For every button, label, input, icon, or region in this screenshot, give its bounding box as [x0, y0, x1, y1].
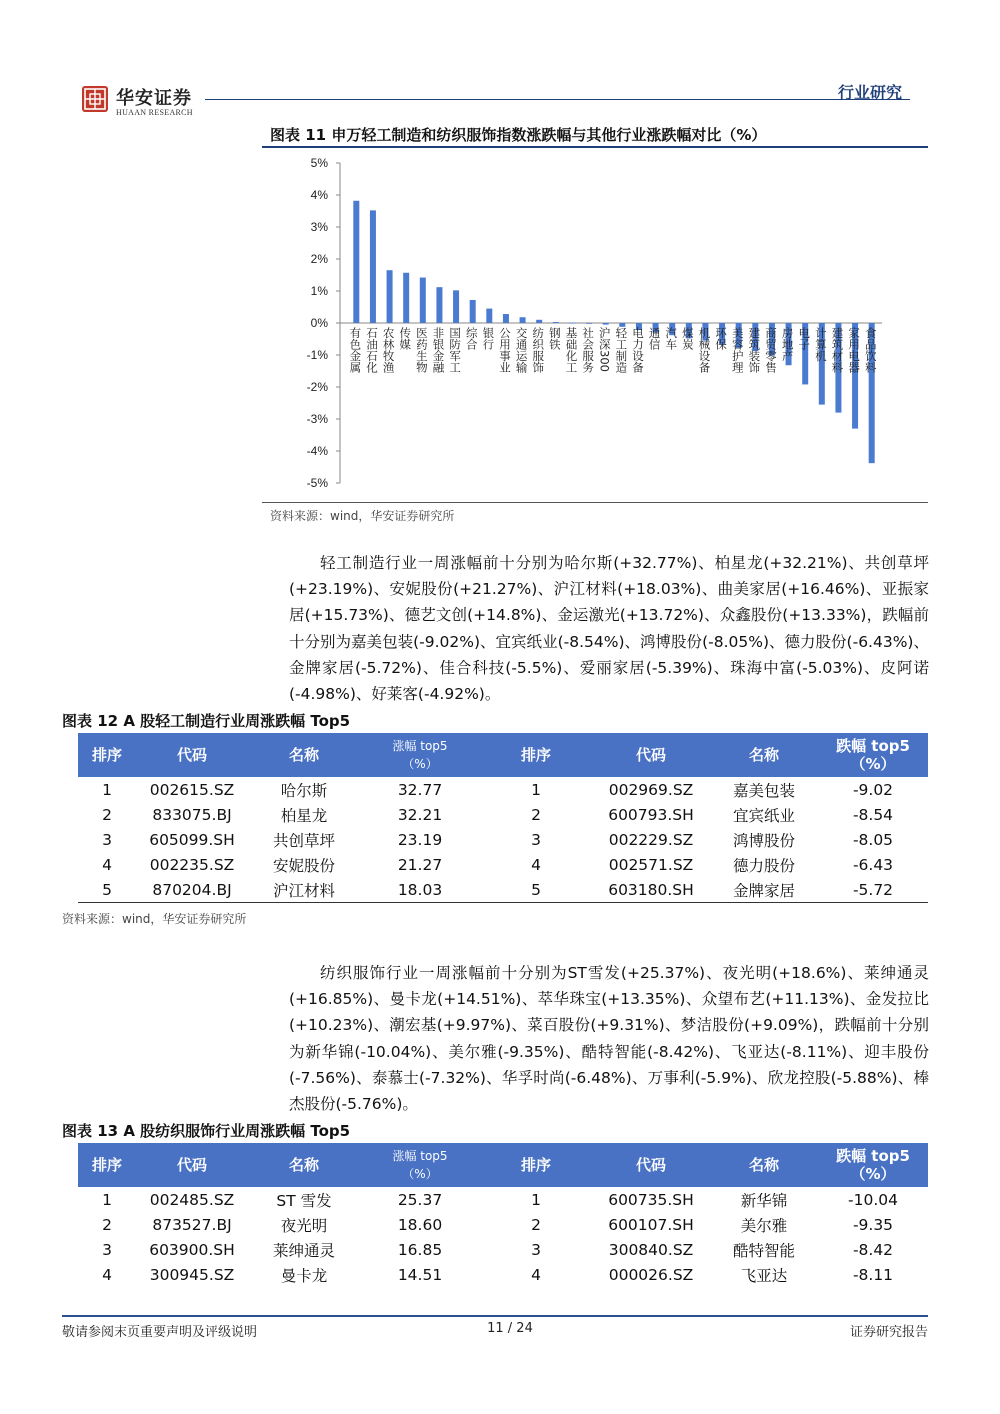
table12-title: 图表 12 A 股轻工制造行业周涨跌幅 Top5 [62, 712, 351, 730]
x-category-label: 环保 [714, 327, 729, 350]
x-category-label: 医药生物 [414, 327, 429, 373]
header-rank2: 排序 [480, 1143, 592, 1187]
cell-value: 21.27 [397, 855, 443, 874]
report-category: 行业研究 [837, 83, 902, 102]
header-up-unit: （%） [402, 1167, 438, 1181]
x-category-label: 石油石化 [364, 327, 379, 373]
cell-rank2: 2 [531, 805, 541, 824]
table-row [78, 827, 928, 852]
cell-rank: 2 [102, 805, 112, 824]
header-name: 名称 [248, 1143, 360, 1187]
cell-name2: 飞亚达 [740, 1266, 788, 1285]
header-rank2: 排序 [480, 733, 592, 777]
cell-rank2: 2 [531, 1215, 541, 1234]
bar [586, 323, 592, 324]
cell-value: 25.37 [397, 1190, 443, 1209]
x-category-label: 基础化工 [564, 327, 579, 373]
cell-code2: 600735.SH [608, 1190, 694, 1209]
x-category-label: 银行 [481, 327, 496, 350]
cell-value2: -9.02 [852, 780, 894, 799]
cell-code2: 603180.SH [592, 877, 710, 903]
y-tick-label: 1% [310, 284, 328, 298]
chart-svg [262, 150, 928, 500]
header-name: 名称 [248, 733, 360, 777]
cell-value2: -8.11 [852, 1265, 894, 1284]
cell-code2: 002229.SZ [608, 830, 694, 849]
x-category-label: 建筑材料 [830, 327, 845, 373]
table-row [78, 777, 928, 802]
table-row [78, 852, 928, 877]
cell-code: 002235.SZ [149, 855, 235, 874]
table12-source: 资料来源：wind，华安证券研究所 [62, 912, 247, 926]
cell-value: 18.03 [360, 877, 480, 903]
cell-code2: 600107.SH [608, 1215, 694, 1234]
cell-value2: -8.42 [852, 1240, 894, 1259]
table-row [78, 802, 928, 827]
cell-code2: 300840.SZ [608, 1240, 694, 1259]
x-category-label: 轻工制造 [614, 327, 629, 373]
cell-rank2: 3 [531, 1240, 541, 1259]
cell-code: 300945.SZ [149, 1265, 235, 1284]
cell-name: 夜光明 [280, 1216, 328, 1235]
bar [453, 290, 459, 323]
table-row [78, 1187, 928, 1212]
bar [486, 309, 492, 323]
cell-name: 共创草坪 [272, 831, 335, 850]
cell-name: 安妮股份 [272, 856, 335, 875]
bar [353, 201, 359, 323]
x-category-label: 电力设备 [630, 327, 645, 373]
bar [553, 322, 559, 323]
page-number: 11 / 24 [487, 1321, 533, 1336]
bar [420, 278, 426, 323]
cell-code: 002615.SZ [149, 780, 235, 799]
y-tick-label: 4% [310, 188, 328, 202]
cell-code: 833075.BJ [152, 805, 232, 824]
x-category-label: 有色金属 [348, 327, 363, 373]
x-category-label: 沪深300 [597, 327, 612, 372]
paragraph-text: 轻工制造行业一周涨幅前十分别为哈尔斯(+32.77%)、柏星龙(+32.21%)、共创草坪(+23.19%)、安妮股份(+21.27%)、沪江材料(+18.03%)、曲美家居(+16.46%)、亚振家居(+15.73%)、德艺文创(+14.8%)、金运激光(+13.72%)、众鑫股份(+13.33%)，跌幅前十分别为嘉美包装(-9.02%)、宜宾纸业(-8.54%)、鸿博股份(-8.05%)、德力股份(-6.43%)、金牌家居(-5.72%)、佳合科技(-5.5%)、爱丽家居(-5.39%)、珠海中富(-5.03%)、皮阿诺(-4.98%)、好莱客(-4.92%)。 [289, 554, 929, 704]
bar [520, 317, 526, 323]
y-tick-label: 5% [310, 156, 328, 170]
x-category-label: 社会服务 [581, 327, 596, 373]
cell-name: ST 雪发 [276, 1191, 332, 1210]
table-row [78, 1212, 928, 1237]
header-down-unit: （%） [850, 1165, 896, 1183]
x-category-label: 农林牧渔 [381, 327, 396, 373]
cell-value2: -8.54 [852, 805, 894, 824]
x-category-label: 煤炭 [680, 327, 695, 350]
x-category-label: 汽车 [664, 327, 679, 350]
x-category-label: 钢铁 [547, 327, 562, 350]
bar [403, 273, 409, 323]
figure-bottom-rule [262, 502, 928, 503]
bar [569, 323, 575, 324]
table-header-row [78, 1143, 928, 1187]
cell-name: 哈尔斯 [280, 781, 328, 800]
cell-name2: 酷特智能 [732, 1241, 795, 1260]
header-down-main: 跌幅 top5 [836, 737, 910, 755]
header-down [818, 1143, 928, 1187]
cell-value2: -9.35 [852, 1215, 894, 1234]
cell-value: 23.19 [397, 830, 443, 849]
company-name-en: HUAAN RESEARCH [116, 108, 193, 117]
bar [470, 300, 476, 323]
cell-rank: 1 [102, 780, 112, 799]
x-category-label: 计算机 [813, 327, 828, 362]
header-code2: 代码 [592, 1143, 710, 1187]
footer-doc-type: 证券研究报告 [849, 1325, 928, 1340]
cell-code: 873527.BJ [152, 1215, 232, 1234]
cell-rank2: 5 [480, 877, 592, 903]
industry-change-chart [262, 150, 928, 500]
header-up [360, 733, 480, 777]
y-tick-label: -5% [306, 476, 328, 490]
cell-rank2: 1 [531, 780, 541, 799]
x-category-label: 公用事业 [497, 327, 512, 373]
y-tick-label: -2% [306, 380, 328, 394]
header-up-main: 涨幅 top5 [392, 739, 448, 753]
cell-value: 16.85 [397, 1240, 443, 1259]
header-code2: 代码 [592, 733, 710, 777]
x-category-label: 交通运输 [514, 327, 529, 373]
x-category-label: 电子 [797, 327, 812, 350]
cell-code2: 002571.SZ [608, 855, 694, 874]
cell-rank: 3 [102, 830, 112, 849]
textile-summary [289, 960, 929, 1117]
header-down [818, 733, 928, 777]
bar [370, 210, 376, 323]
cell-name2: 德力股份 [732, 856, 795, 875]
textile-table [78, 1143, 928, 1287]
cell-name: 曼卡龙 [280, 1266, 328, 1285]
x-category-label: 建筑装饰 [747, 327, 762, 373]
paragraph-text: 纺织服饰行业一周涨幅前十分别为ST雪发(+25.37%)、夜光明(+18.6%)、莱绅通灵(+16.85%)、曼卡龙(+14.51%)、萃华珠宝(+13.35%)、众望布艺(+11.13%)、金发拉比(+10.23%)、潮宏基(+9.97%)、菜百股份(+9.31%)、梦洁股份(+9.09%)，跌幅前十分别为新华锦(-10.04%)、美尔雅(-9.35%)、酷特智能(-8.42%)、飞亚达(-8.11%)、迎丰股份(-7.56%)、泰慕士(-7.32%)、华孚时尚(-6.48%)、万事利(-5.9%)、欣龙控股(-5.88%)、棒杰股份(-5.76%)。 [289, 964, 929, 1114]
cell-rank: 4 [102, 855, 112, 874]
y-tick-label: 2% [310, 252, 328, 266]
x-category-label: 食品饮料 [863, 327, 878, 373]
table-row [78, 1237, 928, 1262]
cell-name: 莱绅通灵 [272, 1241, 335, 1260]
x-category-label: 非银金融 [431, 327, 446, 373]
x-category-label: 房地产 [780, 327, 795, 362]
header-code: 代码 [136, 733, 248, 777]
cell-value2: -10.04 [848, 1190, 898, 1209]
cell-name2: 美尔雅 [740, 1216, 788, 1235]
x-category-label: 美容护理 [730, 327, 745, 373]
cell-value: 32.77 [397, 780, 443, 799]
cell-rank: 2 [102, 1215, 112, 1234]
company-logo-icon [82, 86, 108, 112]
x-category-label: 传媒 [398, 327, 413, 350]
table-row [78, 1262, 928, 1287]
footer-disclaimer: 敬请参阅末页重要声明及评级说明 [62, 1325, 258, 1340]
cell-name2: 宜宾纸业 [732, 806, 795, 825]
header-rank: 排序 [78, 733, 136, 777]
cell-rank2: 3 [531, 830, 541, 849]
y-tick-label: -4% [306, 444, 328, 458]
bar [436, 287, 442, 323]
header-down-unit: （%） [850, 755, 896, 773]
figure-title: 图表 11 申万轻工制造和纺织服饰指数涨跌幅与其他行业涨跌幅对比（%） [270, 126, 767, 144]
header-code: 代码 [136, 1143, 248, 1187]
bar [536, 320, 542, 323]
company-name-cn: 华安证券 [116, 88, 192, 109]
x-category-label: 家用电器 [847, 327, 862, 373]
footer-divider [62, 1315, 928, 1317]
table13-title: 图表 13 A 股纺织服饰行业周涨跌幅 Top5 [62, 1122, 351, 1140]
y-tick-label: 0% [310, 316, 328, 330]
table-header-row [78, 733, 928, 777]
x-category-label: 国防军工 [448, 327, 463, 373]
header-name2: 名称 [710, 733, 818, 777]
cell-code2: 000026.SZ [608, 1265, 694, 1284]
cell-code: 870204.BJ [136, 877, 248, 903]
header-up [360, 1143, 480, 1187]
cell-rank: 5 [78, 877, 136, 903]
cell-name2: 鸿博股份 [732, 831, 795, 850]
cell-name: 柏星龙 [280, 806, 328, 825]
cell-rank2: 4 [531, 855, 541, 874]
x-category-label: 纺织服饰 [531, 327, 546, 373]
cell-value2: -8.05 [852, 830, 894, 849]
cell-rank2: 1 [531, 1190, 541, 1209]
x-category-label: 商贸零售 [763, 327, 778, 373]
x-category-label: 综合 [464, 327, 479, 350]
light-industry-summary [289, 550, 929, 707]
cell-value2: -5.72 [818, 877, 928, 903]
cell-value: 32.21 [397, 805, 443, 824]
header-name2: 名称 [710, 1143, 818, 1187]
bar [503, 314, 509, 323]
header-up-unit: （%） [402, 757, 438, 771]
x-category-label: 机械设备 [697, 327, 712, 373]
y-tick-label: -3% [306, 412, 328, 426]
light-industry-table [78, 733, 928, 903]
cell-name2: 新华锦 [740, 1191, 788, 1210]
header-up-main: 涨幅 top5 [392, 1149, 448, 1163]
cell-name2: 金牌家居 [710, 877, 818, 903]
cell-rank: 3 [102, 1240, 112, 1259]
header-rank: 排序 [78, 1143, 136, 1187]
table-row [78, 877, 928, 903]
figure-title-rule [262, 146, 928, 148]
cell-code2: 600793.SH [608, 805, 694, 824]
y-tick-label: 3% [310, 220, 328, 234]
cell-code: 603900.SH [149, 1240, 235, 1259]
cell-value: 14.51 [397, 1265, 443, 1284]
cell-code: 605099.SH [149, 830, 235, 849]
bar [387, 270, 393, 323]
cell-code: 002485.SZ [149, 1190, 235, 1209]
header-down-main: 跌幅 top5 [836, 1147, 910, 1165]
cell-rank2: 4 [531, 1265, 541, 1284]
header-divider [205, 99, 910, 100]
cell-value: 18.60 [397, 1215, 443, 1234]
figure-source: 资料来源：wind，华安证券研究所 [270, 509, 455, 523]
x-category-label: 通信 [647, 327, 662, 350]
cell-rank: 1 [102, 1190, 112, 1209]
cell-rank: 4 [102, 1265, 112, 1284]
cell-value2: -6.43 [852, 855, 894, 874]
cell-name2: 嘉美包装 [732, 781, 795, 800]
cell-code2: 002969.SZ [608, 780, 694, 799]
y-tick-label: -1% [306, 348, 328, 362]
bar [603, 323, 609, 325]
cell-name: 沪江材料 [248, 877, 360, 903]
